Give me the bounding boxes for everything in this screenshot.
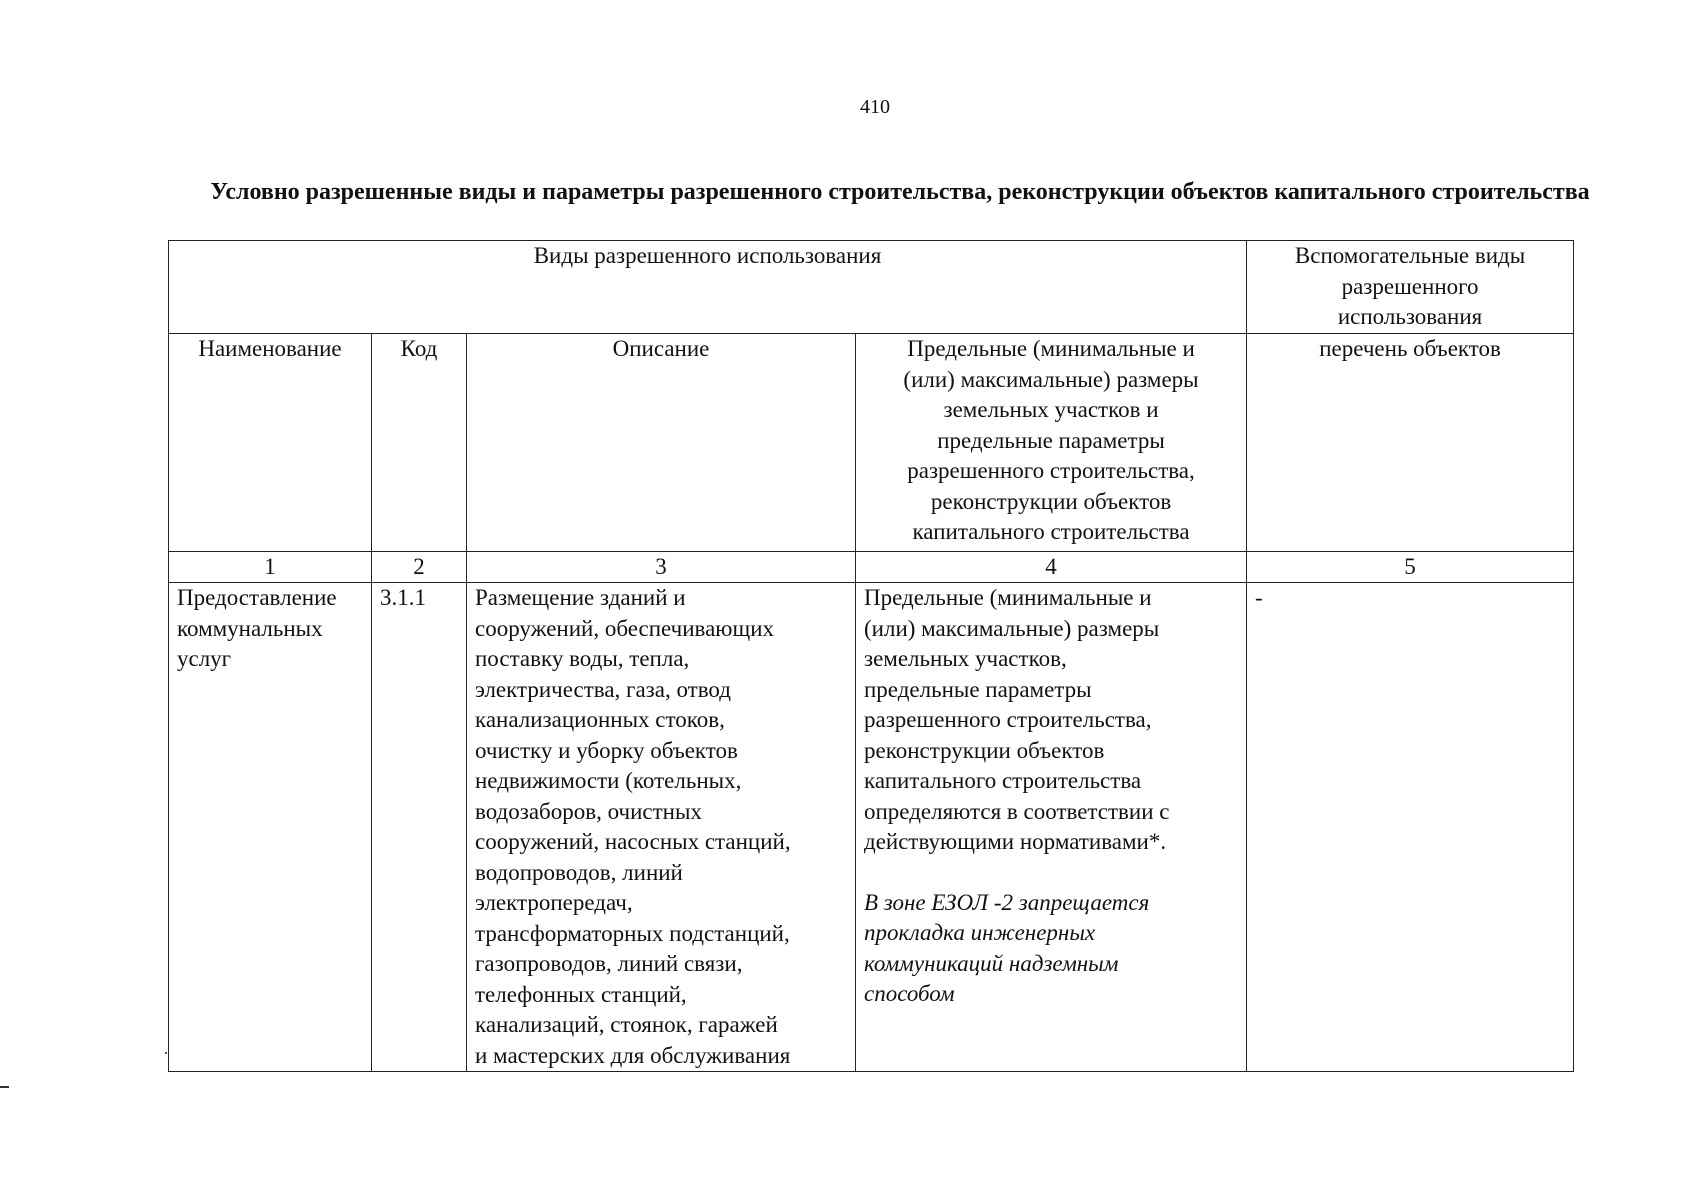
column-header-code: Код — [372, 334, 467, 552]
page-number: 410 — [860, 96, 890, 118]
column-number: 2 — [372, 552, 467, 583]
scan-speck — [165, 1052, 167, 1054]
table-group-header-row — [169, 241, 1574, 334]
row-description-cell: Размещение зданий и сооружений, обеспечивающих поставку воды, тепла, электричества, газа, отвод канализационных стоков, очистку и уборку объектов недвижимости (котельных, водозаборов, очистных сооружений, насосных станций, водопроводов, линий электропередач, трансформаторных подстанций, газопроводов, линий связи, телефонных станций, канализаций, стоянок, гаражей и мастерских для обслуживания — [467, 583, 856, 1072]
column-number: 1 — [169, 552, 372, 583]
aux-header-cell: Вспомогательные виды разрешенного использования — [1247, 241, 1574, 334]
permitted-use-table — [168, 240, 1574, 1072]
scan-edge-mark — [0, 1086, 9, 1088]
row-name-cell: Предоставление коммунальных услуг — [169, 583, 372, 1072]
row-limits-cell — [856, 583, 1247, 1072]
column-header-name: Наименование — [169, 334, 372, 552]
document-title: Условно разрешенные виды и параметры разрешенного строительства, реконструкции объектов капитального строительства — [210, 179, 1590, 205]
table-column-header-row — [169, 334, 1574, 552]
column-number-row — [169, 552, 1574, 583]
group-header-cell: Виды разрешенного использования — [169, 241, 1247, 334]
column-header-description: Описание — [467, 334, 856, 552]
column-number: 3 — [467, 552, 856, 583]
row-limits-note: В зоне ЕЗОЛ -2 запрещается прокладка инженерных коммуникаций надземным способом — [864, 889, 1150, 1006]
column-header-objects: перечень объектов — [1247, 334, 1574, 552]
table-row — [169, 583, 1574, 1072]
column-number: 5 — [1247, 552, 1574, 583]
column-header-limits: Предельные (минимальные и (или) максимальные) размеры земельных участков и предельные параметры разрешенного строительства, реконструкции объектов капитального строительства — [856, 334, 1247, 552]
row-objects-cell: - — [1247, 583, 1574, 1072]
row-code-cell: 3.1.1 — [372, 583, 467, 1072]
row-limits-text: Предельные (минимальные и (или) максимальные) размеры земельных участков, предельные параметры разрешенного строительства, реконструкции объектов капитального строительства определяются в соответствии с действующими нормативами*. — [864, 585, 1170, 854]
column-number: 4 — [856, 552, 1247, 583]
